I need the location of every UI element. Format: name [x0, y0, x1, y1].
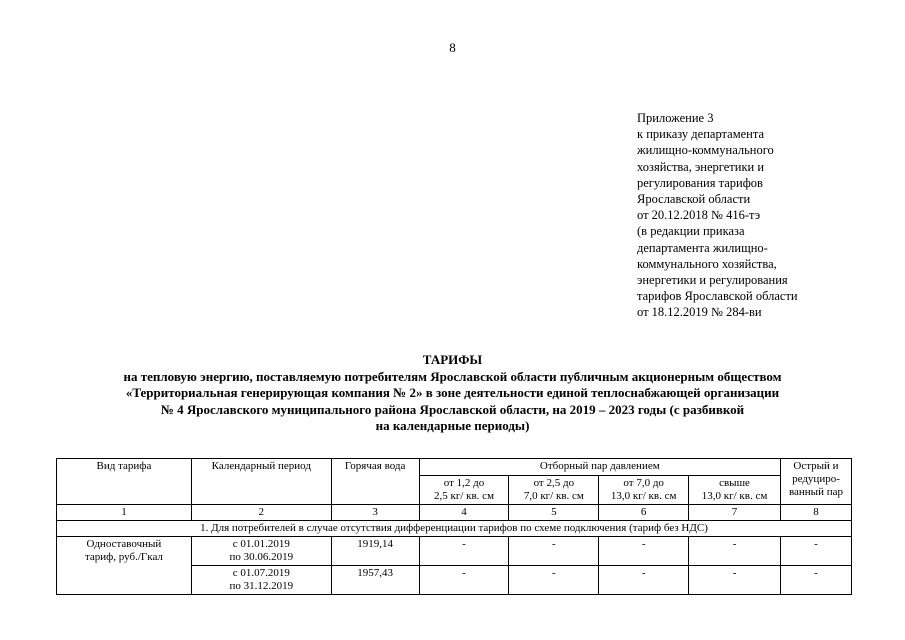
title-line: № 4 Ярославского муниципального района Ярославской области, на 2019 – 2023 годы (с разбивкой — [160, 401, 745, 417]
steam-value: - — [419, 566, 509, 595]
tariff-label-line: Одноставочный — [86, 538, 162, 550]
header-line: 13,0 кг/ кв. см — [701, 490, 768, 502]
column-number: 1 — [57, 505, 192, 521]
title-line: «Территориальная генерирующая компания № 2» в зоне деятельности единой теплоснабжающей организации — [125, 385, 780, 400]
appendix-line: департамента жилищно- — [637, 240, 768, 255]
steam-value: - — [599, 566, 689, 595]
steam-value: - — [689, 537, 781, 566]
header-sharp-steam-line: редуциро- — [792, 473, 840, 485]
header-sharp-steam — [780, 459, 851, 505]
steam-value: - — [599, 537, 689, 566]
column-number-row — [57, 505, 852, 521]
steam-value: - — [689, 566, 781, 595]
tariff-table — [56, 458, 852, 595]
header-line: от 1,2 до — [443, 477, 485, 489]
header-line: 13,0 кг/ кв. см — [610, 490, 677, 502]
header-steam-2 — [509, 476, 599, 505]
header-hot-water: Горячая вода — [331, 459, 419, 505]
header-steam-1 — [419, 476, 509, 505]
header-tariff-type: Вид тарифа — [57, 459, 192, 505]
steam-value: - — [419, 537, 509, 566]
hot-water-value: 1957,43 — [331, 566, 419, 595]
appendix-line: от 20.12.2018 № 416-тэ — [637, 208, 761, 223]
column-number: 5 — [509, 505, 599, 521]
header-steam-3 — [599, 476, 689, 505]
appendix-line: к приказу департамента — [637, 127, 765, 142]
title-line: на тепловую энергию, поставляемую потребителям Ярославской области публичным акционерным обществом — [123, 368, 782, 384]
header-steam-4 — [689, 476, 781, 505]
period-to: по 30.06.2019 — [229, 551, 294, 563]
document-title — [40, 352, 865, 435]
column-number: 8 — [780, 505, 851, 521]
appendix-line: энергетики и регулирования — [637, 273, 788, 288]
table-row — [57, 537, 852, 566]
appendix-line: регулирования тарифов — [637, 175, 763, 190]
header-line: 7,0 кг/ кв. см — [523, 490, 584, 502]
steam-value: - — [509, 537, 599, 566]
column-number: 2 — [191, 505, 331, 521]
page-number: 8 — [449, 40, 456, 55]
header-line: от 2,5 до — [533, 477, 575, 489]
appendix-line: хозяйства, энергетики и — [637, 159, 765, 174]
appendix-line: Ярославской области — [637, 192, 751, 207]
tariff-label — [57, 537, 192, 595]
appendix-line: (в редакции приказа — [637, 224, 745, 239]
steam-value: - — [509, 566, 599, 595]
appendix-line: тарифов Ярославской области — [637, 289, 798, 304]
hot-water-value: 1919,14 — [331, 537, 419, 566]
appendix-line: коммунального хозяйства, — [637, 256, 777, 271]
period-from: с 01.07.2019 — [232, 567, 290, 579]
sharp-steam-value: - — [780, 566, 851, 595]
title-heading: ТАРИФЫ — [422, 352, 483, 367]
appendix-block — [637, 110, 798, 321]
period-cell — [191, 537, 331, 566]
header-line: от 7,0 до — [623, 477, 664, 489]
header-steam-group: Отборный пар давлением — [419, 459, 780, 476]
column-number: 4 — [419, 505, 509, 521]
period-from: с 01.01.2019 — [232, 538, 290, 550]
column-number: 3 — [331, 505, 419, 521]
sharp-steam-value: - — [780, 537, 851, 566]
header-line: свыше — [719, 477, 750, 489]
period-cell — [191, 566, 331, 595]
appendix-line: жилищно-коммунального — [637, 143, 774, 158]
appendix-line: Приложение 3 — [637, 111, 714, 125]
column-number: 7 — [689, 505, 781, 521]
header-period: Календарный период — [191, 459, 331, 505]
tariff-label-line: тариф, руб./Гкал — [84, 551, 163, 563]
appendix-line: от 18.12.2019 № 284-ви — [637, 305, 762, 320]
title-line: на календарные периоды) — [375, 418, 530, 433]
section-title: 1. Для потребителей в случае отсутствия дифференциации тарифов по схеме подключения (тариф без НДС) — [57, 521, 852, 537]
column-number: 6 — [599, 505, 689, 521]
header-line: 2,5 кг/ кв. см — [433, 490, 495, 502]
header-sharp-steam-line: Острый и — [793, 460, 839, 472]
period-to: по 31.12.2019 — [229, 580, 294, 592]
section-row — [57, 521, 852, 537]
table-header-row — [57, 459, 852, 476]
header-sharp-steam-line: ванный пар — [788, 486, 843, 498]
